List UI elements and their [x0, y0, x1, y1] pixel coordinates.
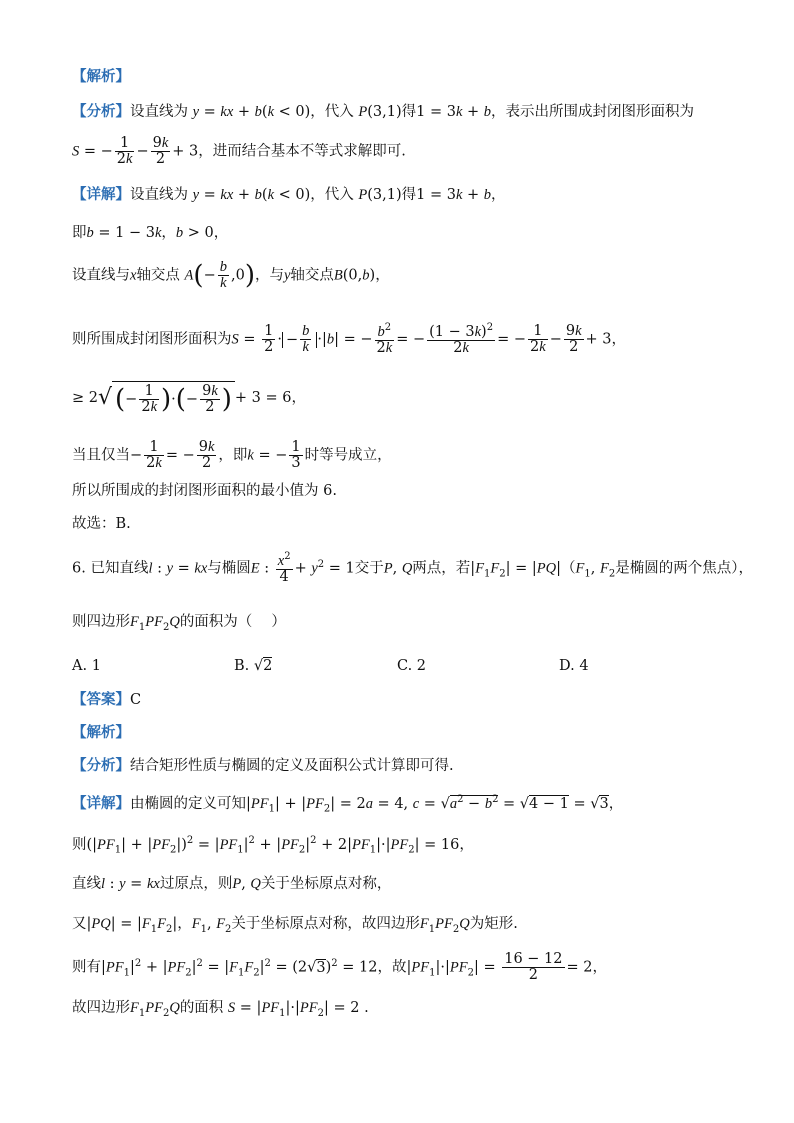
option-d: D. 4 — [559, 658, 589, 674]
analysis-2-line: 【分析】结合矩形性质与椭圆的定义及面积公式计算即可得. — [72, 758, 454, 774]
detail-2-line-2: 则$(|PF_1| + |PF_2|)^2 = |PF_1|^2 + |PF_2|^2 + 2|PF_1|\cdot|PF_2| = 16$， — [72, 835, 474, 856]
detail-line-5: ≥ 2√ (− $\frac{1}{2k}$ )·(− $\frac{9k}{2}$ ) + 3 = 6， — [72, 383, 306, 416]
detail-line-2: 即b = 1 − 3k，b > 0， — [72, 225, 229, 241]
detail-line-1: 【详解】设直线为 y = kx + b(k < 0)，代入 P(3,1)得1 = 3k + b， — [72, 187, 506, 203]
heading-jiexi-2: 【解析】 — [72, 725, 130, 741]
detail-2-line-6: 故四边形$F_1PF_2Q$的面积 $S = |PF_1|\cdot|PF_2| = 2$ . — [72, 1000, 369, 1019]
detail-line-7: 所以所围成的封闭图形面积的最小值为 6. — [72, 483, 337, 499]
answer-line: 【答案】C — [72, 692, 142, 708]
question-6-line-2: 则四边形$F_1PF_2Q$的面积为（ ） — [72, 614, 286, 633]
detail-line-4: 则所围成封闭图形面积为S = $\frac{1}{2}$ · − $\frac{b}{k}$ ·|b| = − $\frac{b^2}{2k}$ = − $\frac{(1 - 3k)^2}{2k}$ = − $\frac{1}{2k}$ − $\frac{9k}{2}$ + 3， — [72, 322, 626, 357]
analysis-line-2: S = − $\frac{1}{2k}$ − $\frac{9k}{2}$ + 3，进而结合基本不等式求解即可. — [72, 135, 406, 168]
heading-jiexi-1: 【解析】 — [72, 69, 130, 85]
detail-2-line-5: 则有$|PF_1|^2 + |PF_2|^2 = |F_1F_2|^2 = (2√3)^2 = 12$，故$|PF_1|\cdot|PF_2|$ = $\frac{16 - 12}{2}$ = 2， — [72, 951, 607, 984]
detail-line-6: 当且仅当− $\frac{1}{2k}$ = − $\frac{9k}{2}$ ，即k = − $\frac{1}{3}$ 时等号成立， — [72, 439, 392, 472]
detail-line-3: 设直线与x轴交点 A(− $\frac{b}{k}$ ,0)，与y轴交点B(0,b)， — [72, 259, 390, 292]
option-c: C. 2 — [397, 658, 427, 674]
detail-2-line-4: 又$|PQ| = |F_1F_2|$，$F_1$, $F_2$关于坐标原点对称，故四边形$F_1PF_2Q$为矩形. — [72, 916, 518, 935]
detail-line-8: 故选：B. — [72, 516, 131, 532]
option-b: B. √2 — [234, 658, 273, 674]
option-a: A. 1 — [72, 658, 101, 674]
detail-2-line-3: 直线l : y = kx过原点，则P, Q关于坐标原点对称， — [72, 876, 392, 892]
question-6-line-1: 6. 已知直线l : y = kx与椭圆E : $\frac{x^2}{4}$ + $y^2 = 1$交于P, Q两点，若$|F_1F_2| = |PQ|(F_1$, $F_2$是椭圆的两个焦点）， — [72, 551, 753, 586]
analysis-line-1: 【分析】设直线为 y = kx + b(k < 0)，代入 P(3,1)得1 = 3k + b，表示出所围成封闭图形面积为 — [72, 104, 695, 120]
detail-2-line-1: 【详解】由椭圆的定义可知$|PF_1| + |PF_2| = 2a = 4$, $c = √a^2 - b^2 = √4 - 1 = √3$， — [72, 794, 624, 815]
